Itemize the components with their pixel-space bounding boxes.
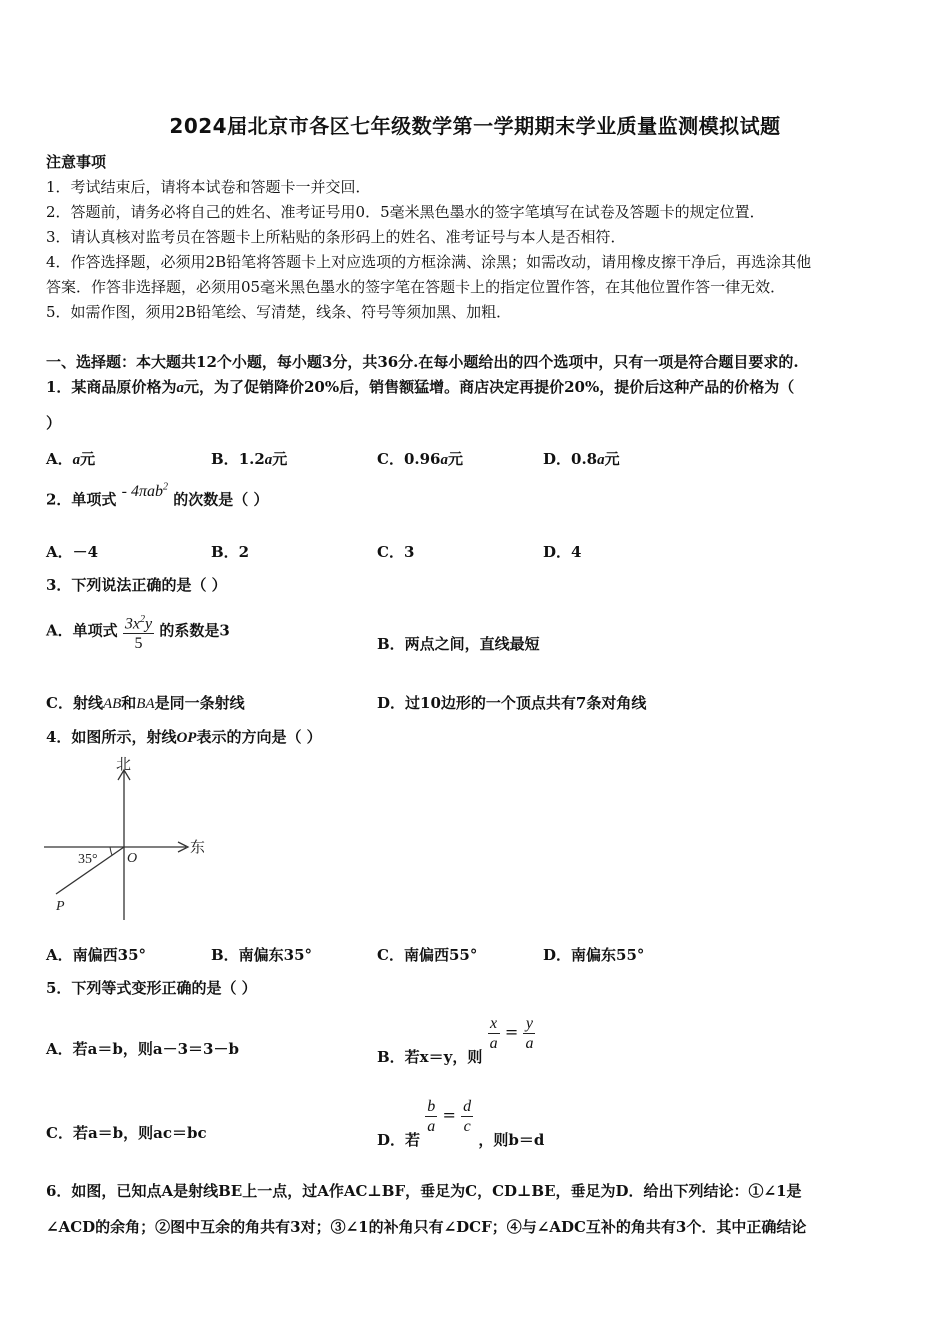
q1-option-c-unit: 元 [448, 450, 464, 468]
q5-frac-x: x [488, 1014, 500, 1034]
east-label: 东 [190, 838, 206, 856]
q3-option-b[interactable]: B．两点之间，直线最短 [377, 635, 540, 653]
q3-option-c-pre: C．射线 [46, 694, 103, 712]
q4-option-b[interactable]: B．南偏东35° [211, 946, 313, 964]
q5-frac-a2: a [525, 1035, 534, 1052]
q1-option-b[interactable] [211, 448, 287, 469]
q1-option-c[interactable] [377, 448, 463, 469]
q3-option-c[interactable] [46, 692, 245, 713]
q1-option-a-var: a [72, 452, 81, 468]
notice-heading: 注意事项 [46, 153, 107, 171]
q5-option-d[interactable] [377, 1097, 545, 1149]
question-1-stem-end: ） [46, 414, 62, 432]
q5-option-b[interactable] [377, 1014, 535, 1066]
q4-stem-a: 4．如图所示，射线 [46, 728, 177, 746]
q2-option-d[interactable]: D．4 [543, 543, 582, 561]
question-1-stem [46, 377, 794, 398]
q3-option-d[interactable]: D．过10边形的一个顶点共有7条对角线 [377, 694, 647, 712]
q3-ray-ba: BA [136, 696, 155, 712]
q1-option-a-label: A． [46, 450, 73, 468]
q2-monomial [122, 483, 168, 500]
notice-item-3: 3．请认真核对监考员在答题卡上所粘贴的条形码上的姓名、准考证号与本人是否相符． [46, 228, 626, 246]
q2-option-b[interactable]: B．2 [211, 543, 250, 561]
q2-option-c[interactable]: C．3 [377, 543, 415, 561]
notice-item-2: 2．答题前，请务必将自己的姓名、准考证号用0．5毫米黑色墨水的签字笔填写在试卷及答题卡的规定位置． [46, 203, 765, 221]
q3-option-a-post: 的系数是3 [159, 621, 230, 640]
q5-frac-b: b [427, 1098, 436, 1115]
q5-option-b-pre: B．若x＝y，则 [377, 1047, 483, 1066]
q1-option-d-coef: 0.8 [571, 450, 598, 468]
q3-fraction [123, 610, 154, 653]
q5-frac-y: y [523, 1014, 535, 1034]
q1-option-c-coef: 0.96 [403, 450, 441, 468]
q1-option-b-label: B． [211, 450, 239, 468]
q5-fraction-d-c [461, 1097, 473, 1136]
q3-option-c-post: 是同一条射线 [154, 694, 245, 712]
q3-num-y: y [144, 615, 153, 633]
question-3-stem: 3．下列说法正确的是（ ） [46, 576, 227, 594]
q5-frac-c: c [463, 1118, 471, 1135]
notice-item-1: 1．考试结束后，请将本试卷和答题卡一并交回． [46, 178, 371, 196]
notice-item-5: 5．如需作图，须用2B铅笔绘、写清楚，线条、符号等须加黑、加粗． [46, 303, 512, 321]
q1-option-c-var: a [440, 452, 448, 468]
q5-frac-a1: a [489, 1035, 498, 1052]
q5-fraction-x-a [488, 1014, 500, 1053]
q2-option-a[interactable]: A．－4 [46, 543, 99, 561]
q1-option-b-unit: 元 [272, 450, 288, 468]
q1-var-a: a [176, 380, 184, 396]
q1-stem-b: 元，为了促销降价20%后，销售额猛增。商店决定再提价20%，提价后这种产品的价格为（ [183, 378, 795, 396]
question-6-line-1: 6．如图，已知点A是射线BE上一点，过A作AC⊥BF，垂足为C，CD⊥BE，垂足为D．给出下列结论：①∠1是 [46, 1182, 802, 1200]
q1-stem-a: 1．某商品原价格为 [46, 378, 177, 396]
q1-option-a[interactable] [46, 448, 95, 469]
q5-option-d-post: ，则b＝d [478, 1130, 545, 1149]
q5-frac-a: a [427, 1118, 436, 1135]
q4-option-d[interactable]: D．南偏东55° [543, 946, 645, 964]
q1-option-d-label: D． [543, 450, 572, 468]
q5-option-c[interactable]: C．若a＝b，则ac＝bc [46, 1124, 207, 1142]
q2-stem-b: 的次数是（ ） [173, 490, 269, 509]
q5-fraction-b-a [425, 1097, 437, 1136]
page-title: 2024届北京市各区七年级数学第一学期期末学业质量监测模拟试题 [169, 114, 781, 138]
q5-fraction-y-a [523, 1014, 535, 1053]
q5-equals-d: = [442, 1105, 456, 1125]
q3-num-base: 3x [124, 615, 140, 633]
angle-label: 35° [78, 852, 98, 867]
question-2-stem [46, 482, 269, 510]
question-6-line-2: ∠ACD的余角；②图中互余的角共有3对；③∠1的补角只有∠DCF；④与∠ADC互补的角共有3个．其中正确结论 [46, 1218, 807, 1236]
q3-option-c-mid: 和 [121, 694, 137, 712]
q2-stem-a: 2．单项式 [46, 490, 117, 509]
q4-option-c[interactable]: C．南偏西55° [377, 946, 478, 964]
q1-option-d-unit: 元 [604, 450, 620, 468]
q4-option-a[interactable]: A．南偏西35° [46, 946, 147, 964]
question-5-stem: 5．下列等式变形正确的是（ ） [46, 979, 257, 997]
north-label: 北 [116, 755, 132, 773]
q4-ray-op: OP [176, 730, 197, 746]
q3-ray-ab: AB [102, 696, 122, 712]
q1-option-d[interactable] [543, 448, 620, 469]
q5-option-a[interactable]: A．若a＝b，则a－3＝3－b [46, 1040, 239, 1058]
q3-option-a-pre: A．单项式 [46, 621, 118, 640]
notice-item-4-cont: 答案．作答非选择题，必须用05毫米黑色墨水的签字笔在答题卡上的指定位置作答，在其他位置作答一律无效． [46, 278, 786, 296]
q3-num-exp: 2 [139, 614, 145, 625]
origin-label: O [127, 851, 138, 866]
q5-equals-b: = [504, 1022, 519, 1042]
question-4-stem [46, 727, 322, 748]
q1-option-b-var: a [264, 452, 273, 468]
notice-item-4: 4．作答选择题，必须用2B铅笔将答题卡上对应选项的方框涂满、涂黑；如需改动，请用橡皮擦干净后，再选涂其他 [46, 253, 812, 271]
q1-option-b-coef: 1.2 [238, 450, 265, 468]
point-p-label: P [56, 899, 65, 914]
q4-stem-b: 表示的方向是（ ） [196, 728, 322, 746]
q1-option-d-var: a [597, 452, 605, 468]
q2-monomial-exponent: 2 [163, 482, 169, 493]
compass-figure [40, 752, 220, 927]
q1-option-c-label: C． [377, 450, 404, 468]
q1-option-a-unit: 元 [80, 450, 96, 468]
angle-arc [110, 847, 112, 855]
q5-frac-d: d [463, 1098, 472, 1115]
q3-option-a[interactable] [46, 610, 230, 653]
q3-fraction-num [123, 610, 154, 634]
q3-fraction-den: 5 [134, 635, 143, 653]
q2-monomial-base: - 4πab [121, 483, 164, 501]
section-heading: 一、选择题：本大题共12个小题，每小题3分，共36分.在每小题给出的四个选项中，只有一项是符合题目要求的. [46, 353, 799, 371]
q5-option-d-pre: D．若 [377, 1130, 421, 1149]
